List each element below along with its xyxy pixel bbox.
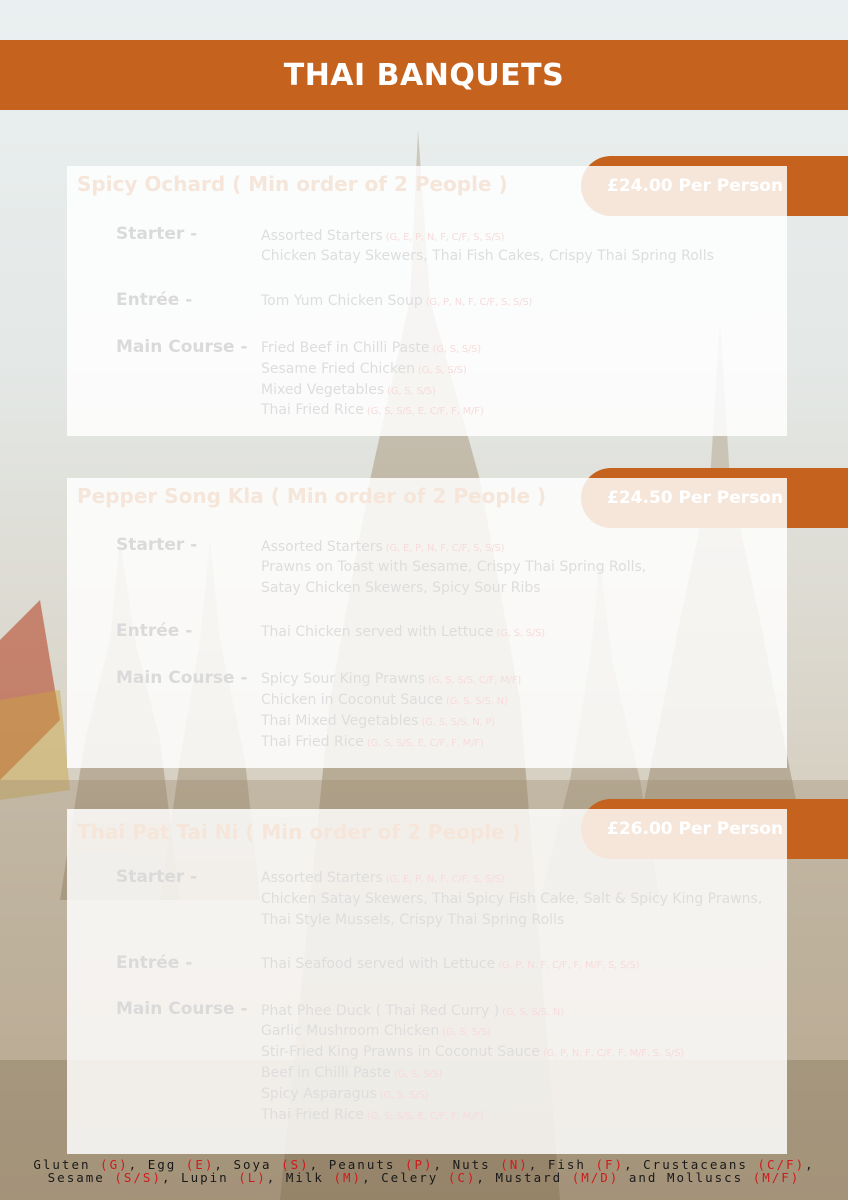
allergen-name: Milk [285, 1170, 324, 1185]
banquet-panel-2 [67, 478, 787, 768]
allergen-name: Gluten [33, 1157, 91, 1172]
allergen-name: Egg [147, 1157, 177, 1172]
allergen-name: Soya [233, 1157, 272, 1172]
allergen-code: (L) [238, 1170, 267, 1185]
allergen-code: (G) [100, 1157, 129, 1172]
allergen-code: (S) [281, 1157, 310, 1172]
allergen-name: Peanuts [328, 1157, 396, 1172]
page-header [0, 40, 848, 110]
allergen-name: and Molluscs [628, 1170, 744, 1185]
allergen-code: (E) [185, 1157, 215, 1172]
allergen-name: Lupin [181, 1170, 229, 1185]
page-title: THAI BANQUETS [283, 57, 565, 93]
allergen-key-line-1: Gluten (G), Egg (E), Soya (S), Peanuts (P), Nuts (N), Fish (F), Crustaceans (C/F), [33, 1157, 815, 1172]
banquet-panel-1 [67, 166, 787, 436]
allergen-code: (M/F) [752, 1170, 801, 1185]
allergen-code: (P) [404, 1157, 434, 1172]
allergen-name: Mustard [495, 1170, 563, 1185]
allergen-key [0, 1158, 848, 1184]
allergen-code: (S/S) [114, 1170, 162, 1185]
allergen-name: Sesame [47, 1170, 105, 1185]
banquet-panel-3 [67, 809, 787, 1154]
allergen-code: (M) [333, 1170, 363, 1185]
allergen-code: (C) [447, 1170, 477, 1185]
allergen-code: (M/D) [571, 1170, 620, 1185]
allergen-name: Celery [381, 1170, 439, 1185]
allergen-code: (C/F) [757, 1157, 806, 1172]
allergen-code: (N) [500, 1157, 529, 1172]
allergen-name: Crustaceans [643, 1157, 748, 1172]
allergen-key-line-2: Sesame (S/S), Lupin (L), Milk (M), Celery (C), Mustard (M/D) and Molluscs (M/F) [47, 1170, 801, 1185]
allergen-name: Nuts [452, 1157, 491, 1172]
allergen-name: Fish [547, 1157, 586, 1172]
allergen-code: (F) [595, 1157, 625, 1172]
